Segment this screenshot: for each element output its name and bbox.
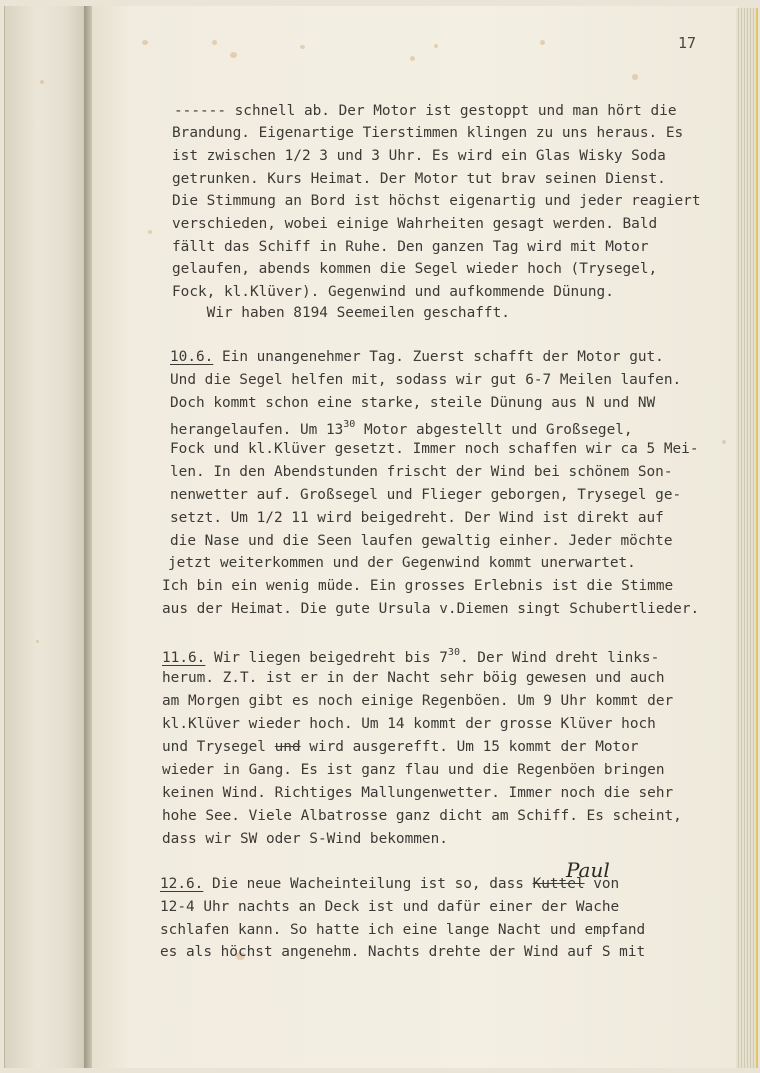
foxing-spot [40,80,44,84]
text-line: Ich bin ein wenig müde. Ein grosses Erlebnis ist die Stimme [162,578,674,594]
text-segment: wird ausgerefft. Um 15 kommt der Motor [300,739,639,755]
text-line: jetzt weiterkommen und der Gegenwind kommt unerwartet. [168,555,636,571]
entry-text: Ein unangenehmer Tag. Zuerst schafft der Motor gut. [213,349,664,365]
entry-date: 10.6. [170,349,214,365]
foxing-spot [434,44,438,48]
text-line: Wir haben 8194 Seemeilen geschafft. [172,305,510,321]
entry-text: von [584,876,620,892]
text-line: keinen Wind. Richtiges Mallungenwetter. Immer noch die sehr [162,785,674,801]
foxing-spot [36,640,39,643]
text-line: Fock und kl.Klüver gesetzt. Immer noch schaffen wir ca 5 Mei- [170,441,699,457]
struck-word: und [274,739,301,755]
text-line: 12-4 Uhr nachts an Deck ist und dafür einer der Wache [160,899,620,915]
foxing-spot [410,56,415,61]
foxing-spot [148,230,152,234]
text-line: aus der Heimat. Die gute Ursula v.Diemen singt Schubertlieder. [162,601,700,617]
text-line: gelaufen, abends kommen die Segel wieder hoch (Trysegel, [172,261,658,277]
text-line: die Nase und die Seen laufen gewaltig einher. Jeder möchte [170,533,673,549]
entry-text: Wir liegen beigedreht bis 7 [205,650,448,666]
text-line: kl.Klüver wieder hoch. Um 14 kommt der grosse Klüver hoch [162,716,656,732]
entry-line [160,877,619,891]
text-line: herum. Z.T. ist er in der Nacht sehr böig gewesen und auch [162,670,665,686]
text-line: setzt. Um 1/2 11 wird beigedreht. Der Wind ist direkt auf [170,510,664,526]
entry-date: 11.6. [162,650,206,666]
text-line: ------ schnell ab. Der Motor ist gestoppt und man hört die [174,103,677,119]
text-line: len. In den Abendstunden frischt der Wind bei schönem Son- [170,464,673,480]
struck-word: Kuttel [532,876,585,892]
text-line: es als höchst angenehm. Nachts drehte der Wind auf S mit [160,944,646,960]
foxing-spot [722,440,726,444]
text-line: Die Stimmung an Bord ist höchst eigenartig und jeder reagiert [172,193,701,209]
text-line: hohe See. Viele Albatrosse ganz dicht am Schiff. Es scheint, [162,808,682,824]
text-line: Fock, kl.Klüver). Gegenwind und aufkommende Dünung. [172,284,614,300]
text-line: wieder in Gang. Es ist ganz flau und die Regenböen bringen [162,762,665,778]
handwritten-correction: Paul [566,858,610,882]
superscript: 30 [447,647,460,658]
text-line: nenwetter auf. Großsegel und Flieger geborgen, Trysegel ge- [170,487,682,503]
text-line: ist zwischen 1/2 3 und 3 Uhr. Es wird ein Glas Wisky Soda [172,148,666,164]
text-line [162,740,639,754]
left-page [4,6,87,1068]
entry-date: 12.6. [160,876,204,892]
entry-line [170,350,664,364]
text-line [170,420,633,437]
text-line: Und die Segel helfen mit, sodass wir gut 6-7 Meilen laufen. [170,372,682,388]
superscript: 30 [343,419,356,430]
text-segment: herangelaufen. Um 13 [170,422,344,438]
text-segment: und Trysegel [162,739,275,755]
text-line: fällt das Schiff in Ruhe. Den ganzen Tag wird mit Motor [172,239,649,255]
foxing-spot [212,40,217,45]
text-line: schlafen kann. So hatte ich eine lange Nacht und empfand [160,922,646,938]
entry-line [162,648,659,665]
text-line: dass wir SW oder S-Wind bekommen. [162,831,448,847]
text-line: verschieden, wobei einige Wahrheiten gesagt werden. Bald [172,216,658,232]
text-line: Doch kommt schon eine starke, steile Dünung aus N und NW [170,395,656,411]
text-line: am Morgen gibt es noch einige Regenböen. Um 9 Uhr kommt der [162,693,674,709]
page-number: 17 [678,34,697,52]
text-line: getrunken. Kurs Heimat. Der Motor tut brav seinen Dienst. [172,171,666,187]
text-line: Brandung. Eigenartige Tierstimmen klingen zu uns heraus. Es [172,125,684,141]
foxing-spot [230,52,237,58]
foxing-spot [540,40,545,45]
foxing-spot [632,74,638,80]
foxing-spot [142,40,148,45]
foxing-spot [300,45,305,49]
entry-text: Die neue Wacheinteilung ist so, dass [203,876,533,892]
text-segment: Motor abgestellt und Großsegel, [355,422,633,438]
entry-text: . Der Wind dreht links- [459,650,660,666]
page-edges [736,8,758,1068]
